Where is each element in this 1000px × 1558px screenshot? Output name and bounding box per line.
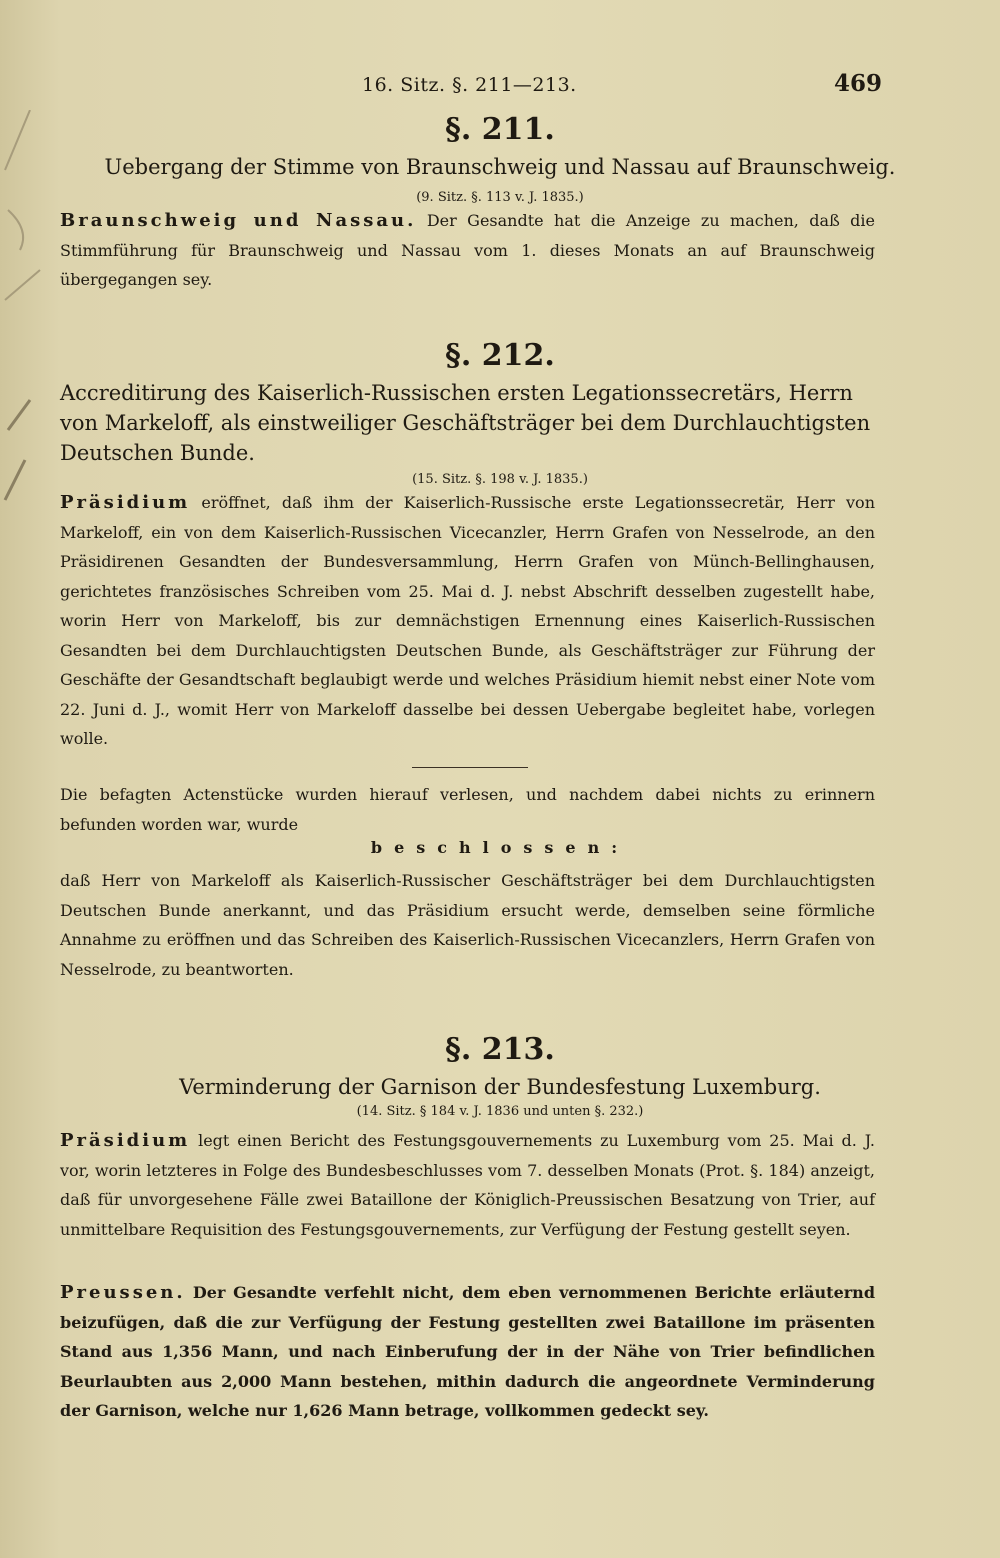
section-212-heading: §. 212. [445, 338, 555, 373]
section-213-text1: legt einen Bericht des Festungsgouvernements zu Luxemburg vom 25. Mai d. J. vor, worin letzteres in Folge des Bundesbeschlusses vom 7. desselben Monats (Prot. §. 184) anzeigt, daß für unvorgesehene Fälle zwei Bataillone der Königlich-Preussischen Besatzung von Trier, auf unmittelbare Requisition des Festungsgouvernements, zur Verfügung der Festung gestellt seyen. [60, 1131, 875, 1239]
page-header [0, 68, 1000, 102]
section-211-text: Der Gesandte hat die Anzeige zu machen, daß die Stimmführung für Braunschweig und Nassau vom 1. dieses Monats an auf Braunschweig übergegangen sey. [60, 211, 875, 289]
section-212-text: eröffnet, daß ihm der Kaiserlich-Russische erste Legationssecretär, Herr von Markeloff, ein von dem Kaiserlich-Russischen Vicecanzler, Herrn Grafen von Nesselrode, an den Präsidirenen Gesandten der Bundesversammlung, Herrn Grafen von Münch-Bellinghausen, gerichtetes französisches Schreiben vom 25. Mai d. J. nebst Abschrift desselben zugestellt habe, worin Herr von Markeloff, bis zur demnächstigen Ernennung eines Kaiserlich-Russischen Gesandten bei dem Durchlauchtigsten Deutschen Bunde, als Geschäftsträger zur Führung der Geschäfte der Gesandtschaft beglaubigt werde und welches Präsidium hiemit nebst einer Note vom 22. Juni d. J., womit Herr von Markeloff dasselbe bei dessen Uebergabe begleitet habe, vorlegen wolle. [60, 493, 875, 748]
page-number: 469 [834, 70, 883, 97]
section-213-text2: Der Gesandte verfehlt nicht, dem eben vernommenen Berichte erläuternd beizufügen, daß die zur Verfügung der Festung gestellten zwei Bataillone im präsenten Stand aus 1,356 Mann, und nach Einberufung der in der Nähe von Trier befindlichen Beurlaubten aus 2,000 Mann bestehen, mithin dadurch die angeordnete Verminderung der Garnison, welche nur 1,626 Mann betrage, vollkommen gedeckt sey. [60, 1283, 876, 1420]
section-212-speaker: Präsidium [60, 492, 191, 513]
section-211-speaker: Braunschweig und Nassau. [60, 210, 417, 231]
section-212-decision: daß Herr von Markeloff als Kaiserlich-Russischer Geschäftsträger bei dem Durchlauchtigsten Deutschen Bunde anerkannt, und das Präsidium ersucht werde, demselben seine förmliche Annahme zu eröffnen und das Schreiben des Kaiserlich-Russischen Vicecanzlers, Herrn Grafen von Nesselrode, zu beantworten. [60, 871, 875, 979]
section-213-reference: (14. Sitz. § 184 v. J. 1836 und unten §. 232.) [356, 1104, 644, 1119]
section-213-title: Verminderung der Garnison der Bundesfestung Luxemburg. [179, 1075, 821, 1099]
margin-scribbles [0, 110, 60, 530]
section-211-title: Uebergang der Stimme von Braunschweig und Nassau auf Braunschweig. [104, 155, 896, 179]
section-211-heading: §. 211. [445, 112, 555, 147]
section-213-speaker2: Preussen. [60, 1282, 186, 1303]
section-213-heading: §. 213. [445, 1032, 555, 1067]
section-212-title: Accreditirung des Kaiserlich-Russischen ersten Legationssecretärs, Herrn von Markeloff, als einstweiliger Geschäftsträger bei dem Durchlauchtigsten Deutschen Bunde. [60, 381, 871, 465]
section-213-body2 [60, 1278, 875, 1426]
section-divider [412, 767, 528, 768]
section-213-body1 [60, 1126, 875, 1244]
section-212-text2: Die befagten Actenstücke wurden hierauf verlesen, und nachdem dabei nichts zu erinnern befunden worden war, wurde [60, 785, 875, 834]
section-211-reference: (9. Sitz. §. 113 v. J. 1835.) [416, 190, 584, 205]
section-211-body [60, 206, 875, 295]
beschlossen-label: beschlossen: [370, 838, 630, 857]
section-212-reference: (15. Sitz. §. 198 v. J. 1835.) [412, 472, 588, 487]
section-212-body [60, 488, 875, 754]
section-213-speaker1: Präsidium [60, 1130, 191, 1151]
running-head: 16. Sitz. §. 211—213. [362, 74, 577, 96]
margin-marks [0, 110, 60, 530]
